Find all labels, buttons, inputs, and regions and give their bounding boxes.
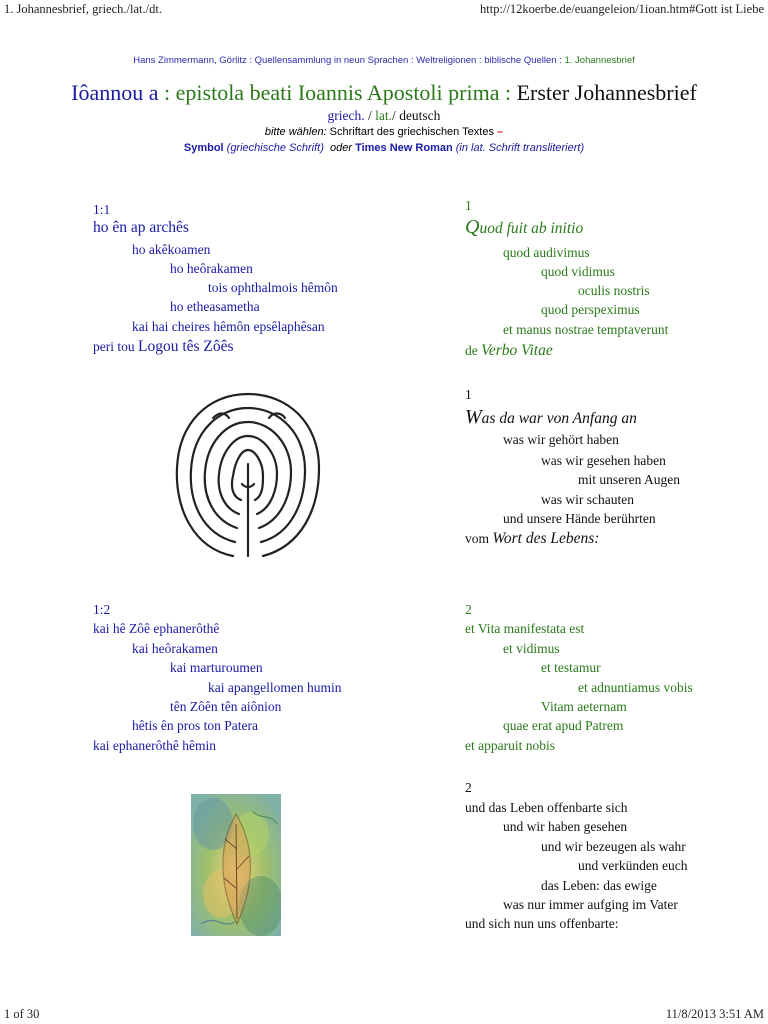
verse-line: und sich nun uns offenbarte: (465, 916, 619, 931)
verse-line: Vitam aeternam (541, 699, 627, 714)
verse-line: ho akêkoamen (132, 242, 211, 257)
verse-line: kai hê Zôê ephanerôthê (93, 621, 220, 636)
verse-number-greek: 1:2 (93, 602, 111, 617)
font-choice-prompt: bitte wählen: Schriftart des griechischen Textes – (264, 126, 504, 138)
verse-line: quae erat apud Patrem (503, 718, 624, 733)
verse-line: peri tou Logou tês Zôês (93, 338, 234, 355)
verse-line: und verkünden euch (578, 858, 688, 873)
verse-number-greek: 1:1 (93, 202, 111, 217)
verse-line: tois ophthalmois hêmôn (208, 280, 338, 295)
verse-line: de Verbo Vitae (465, 342, 553, 359)
verse-number-german: 1 (465, 387, 472, 402)
verse-line: Quod fuit ab initio (465, 216, 584, 238)
verse-line: et adnuntiamus vobis (578, 680, 693, 695)
verse-line: was nur immer aufging im Vater (503, 897, 678, 912)
breadcrumb-link-sources[interactable]: Quellensammlung in neun Sprachen (254, 55, 409, 66)
page-footer-count: 1 of 30 (4, 1007, 40, 1021)
page-header-url: http://12koerbe.de/euangeleion/1ioan.htm#Gott ist Liebe (480, 2, 764, 16)
lang-link-greek[interactable]: griech. (327, 108, 365, 123)
language-links: griech. / lat./ deutsch (327, 108, 441, 123)
verse-line: vom Wort des Lebens: (465, 530, 600, 547)
verse-line: hêtis ên pros ton Patera (132, 718, 258, 733)
verse-line: und unsere Hände berührten (503, 511, 656, 526)
breadcrumb-link-author[interactable]: Hans Zimmermann, Görlitz (133, 55, 247, 66)
verse-line: et manus nostrae temptaverunt (503, 322, 669, 337)
verse-number-latin: 1 (465, 198, 472, 213)
verse-line: Was da war von Anfang an (465, 406, 637, 428)
font-option-symbol[interactable]: Symbol (183, 142, 224, 154)
page-title: Iôannou a : epistola beati Ioannis Apostoli prima : Erster Johannesbrief (71, 80, 697, 105)
verse-line: das Leben: das ewige (541, 878, 657, 893)
verse-line: quod perspeximus (541, 302, 640, 317)
verse-line: kai marturoumen (170, 660, 263, 675)
title-greek: Iôannou a (71, 80, 159, 105)
verse-line: und wir bezeugen als wahr (541, 839, 686, 854)
verse-line: mit unseren Augen (578, 472, 680, 487)
verse-number-latin: 2 (465, 602, 472, 617)
verse-line: und wir haben gesehen (503, 819, 628, 834)
font-choice-options: Symbol (griechische Schrift) oder Times New Roman (in lat. Schrift transliteriert) (183, 142, 585, 154)
page-footer-date: 11/8/2013 3:51 AM (665, 1007, 764, 1021)
verse-line: kai ephanerôthê hêmin (93, 738, 216, 753)
verse-line: et Vita manifestata est (465, 621, 585, 636)
abstract-watercolor-painting (191, 794, 281, 936)
page-header-title: 1. Johannesbrief, griech./lat./dt. (4, 2, 162, 16)
lang-link-latin[interactable]: lat. (375, 108, 393, 123)
verse-line: et apparuit nobis (465, 738, 555, 753)
verse-line: quod audivimus (503, 245, 590, 260)
verse-line: ho etheasametha (170, 299, 260, 314)
verse-line: ho ên ap archês (93, 219, 189, 236)
verse-line: kai apangellomen humin (208, 680, 342, 695)
verse-line: kai heôrakamen (132, 641, 218, 656)
verse-line: und das Leben offenbarte sich (465, 800, 628, 815)
verse-line: was wir schauten (541, 492, 634, 507)
title-latin: epistola beati Ioannis Apostoli prima (175, 80, 500, 105)
verse-line: was wir gesehen haben (541, 453, 666, 468)
verse-line: quod vidimus (541, 264, 615, 279)
verse-line: tên Zôên tên aiônion (170, 699, 282, 714)
verse-line: et vidimus (503, 641, 560, 656)
breadcrumb-link-religions[interactable]: Weltreligionen (416, 55, 477, 66)
breadcrumb-current: 1. Johannesbrief (564, 55, 635, 66)
font-option-times[interactable]: Times New Roman (355, 142, 453, 154)
title-german: Erster Johannesbrief (516, 80, 697, 105)
verse-line: et testamur (541, 660, 601, 675)
labyrinth-drawing (173, 388, 323, 560)
breadcrumb: Hans Zimmermann, Görlitz : Quellensammlung in neun Sprachen : Weltreligionen : biblische Quellen : 1. Johannesbrief (133, 55, 635, 66)
verse-line: oculis nostris (578, 283, 650, 298)
verse-line: was wir gehört haben (503, 432, 619, 447)
verse-number-german: 2 (465, 780, 472, 795)
verse-line: ho heôrakamen (170, 261, 253, 276)
breadcrumb-link-biblical[interactable]: biblische Quellen (484, 55, 557, 66)
verse-line: kai hai cheires hêmôn epsêlaphêsan (132, 319, 325, 334)
lang-label-german: deutsch (399, 108, 441, 123)
